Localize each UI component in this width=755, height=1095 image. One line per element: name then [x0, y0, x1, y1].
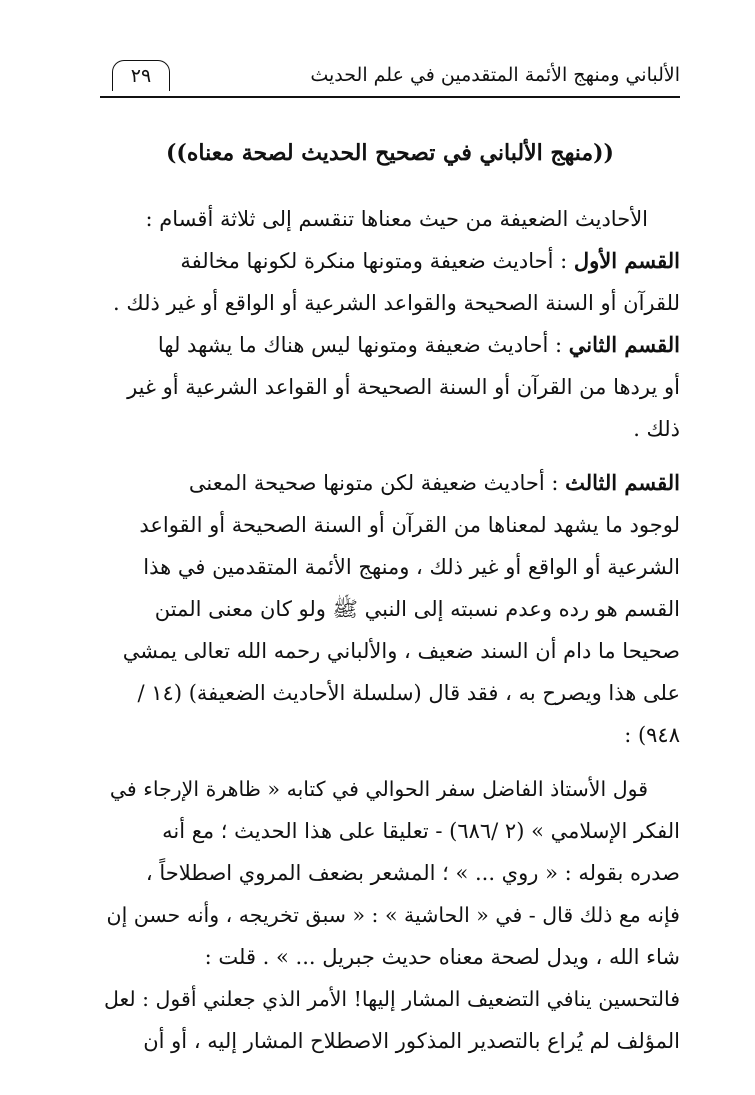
- quote-line-1: قول الأستاذ الفاضل سفر الحوالي في كتابه « ظاهرة الإرجاء في: [109, 777, 648, 801]
- section-title: ((منهج الألباني في تصحيح الحديث لصحة معناه)): [166, 140, 614, 166]
- page-number: ٢٩: [112, 60, 170, 91]
- section-1-text: : أحاديث ضعيفة ومتونها منكرة لكونها مخالفة: [180, 249, 574, 273]
- section-2-lead: القسم الثاني: [568, 332, 680, 357]
- section-2-line-1: [100, 324, 680, 366]
- quote-line-5: شاء الله ، ويدل لصحة معناه حديث جبريل ... » . قلت :: [204, 945, 680, 969]
- section-3-line-6: على هذا ويصرح به ، فقد قال (سلسلة الأحاديث الضعيفة) (١٤ /: [137, 681, 680, 705]
- section-3-line-2: لوجود ما يشهد لمعناها من القرآن أو السنة الصحيحة أو القواعد: [139, 513, 680, 537]
- quote-line-7: المؤلف لم يُراع بالتصدير المذكور الاصطلاح المشار إليه ، أو أن: [143, 1029, 680, 1053]
- quote-line-6: فالتحسين ينافي التضعيف المشار إليها! الأمر الذي جعلني أقول : لعل: [103, 987, 680, 1011]
- quote-line-3: صدره بقوله : « روي ... » ؛ المشعر بضعف المروي اصطلاحاً ،: [145, 861, 680, 885]
- section-3-text: : أحاديث ضعيفة لكن متونها صحيحة المعنى: [188, 471, 566, 495]
- section-3-line-4: القسم هو رده وعدم نسبته إلى النبي ﷺ ولو كان معنى المتن: [154, 597, 680, 621]
- page-body: [100, 198, 680, 1062]
- page-header: [100, 50, 680, 98]
- section-1-line-2: للقرآن أو السنة الصحيحة والقواعد الشرعية أو الواقع أو غير ذلك .: [113, 291, 680, 315]
- section-3-line-5: صحيحا ما دام أن السند ضعيف ، والألباني رحمه الله تعالى يمشي: [122, 639, 680, 663]
- section-1-line-1: [100, 240, 680, 282]
- quote-line-4: فإنه مع ذلك قال - في « الحاشية » : « سبق تخريجه ، وأنه حسن إن: [106, 903, 680, 927]
- section-2-line-2: أو يردها من القرآن أو السنة الصحيحة أو القواعد الشرعية أو غير: [127, 375, 680, 399]
- section-2-line-3: ذلك .: [633, 417, 680, 441]
- section-3-line-3: الشرعية أو الواقع أو غير ذلك ، ومنهج الأئمة المتقدمين في هذا: [143, 555, 680, 579]
- running-title: الألباني ومنهج الأئمة المتقدمين في علم الحديث: [310, 64, 680, 86]
- section-3-line-1: [100, 462, 680, 504]
- quote-line-2: الفكر الإسلامي » (٢ /٦٨٦) - تعليقا على هذا الحديث ؛ مع أنه: [162, 819, 680, 843]
- section-2-text: : أحاديث ضعيفة ومتونها ليس هناك ما يشهد لها: [157, 333, 569, 357]
- section-1-lead: القسم الأول: [573, 248, 680, 273]
- section-3-line-7: ٩٤٨) :: [624, 723, 680, 747]
- section-3-lead: القسم الثالث: [565, 470, 680, 495]
- intro-line: الأحاديث الضعيفة من حيث معناها تنقسم إلى ثلاثة أقسام :: [145, 207, 648, 231]
